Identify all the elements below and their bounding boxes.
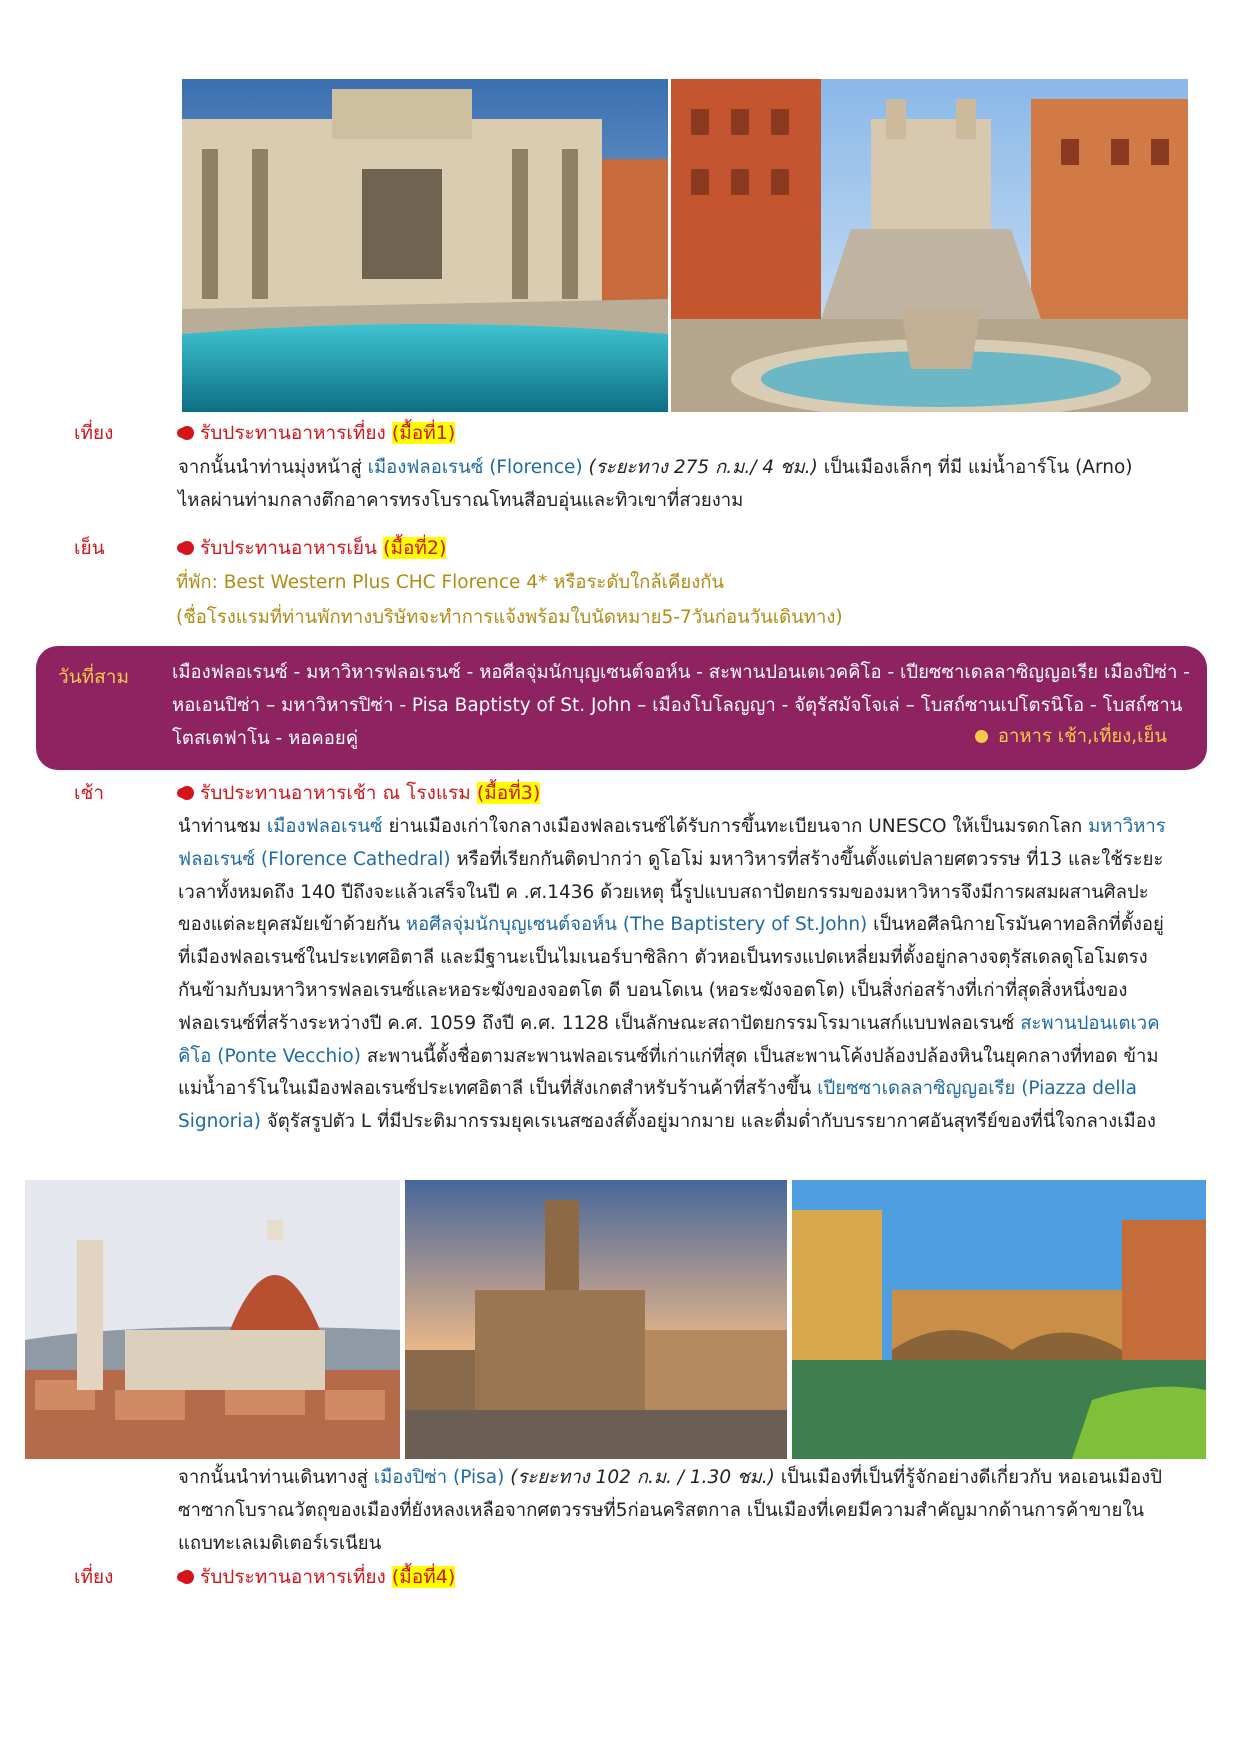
photo-palazzo-vecchio [405, 1180, 787, 1459]
place-pisa: เมืองปิซ่า (Pisa) [373, 1467, 505, 1488]
photo-ponte-vecchio [792, 1180, 1206, 1459]
meal-line-dinner [180, 533, 446, 563]
day-route: เมืองฟลอเรนซ์ - มหาวิหารฟลอเรนซ์ - หอศีลจุ่มนักบุญเซนต์จอห์น - สะพานปอนเตเวคคิโอ - เปียซซาเดลลาซิญญอเรีย เมืองปิซ่า - หอเอนปิซ่า – มหาวิหารปิซ่า - Pisa Baptisty of St. John – เมืองโบโลญญา - จัตุรัสมัจโจเล่ – โบสถ์ซานเปโตรนิโอ - โบสถ์ซานโตสเตฟาโน - หอคอยคู่ [172, 662, 1190, 749]
meal-text: รับประทานอาหารเที่ยง [200, 1566, 386, 1588]
dish-icon [180, 1570, 194, 1584]
text-run: เป็นเมืองเล็กๆ ที่มี แม่น้ำอาร์โน (Arno) ไหลผ่านท่ามกลางตึกอาคารทรงโบราณโทนสีอบอุ่นและทิวเขาที่สวยงาม [178, 457, 1133, 511]
day-meals [975, 722, 1167, 751]
text-run: ย่านเมืองเก่าใจกลางเมืองฟลอเรนซ์ได้รับการขึ้นทะเบียนจาก UNESCO ให้เป็นมรดกโลก [388, 816, 1083, 837]
text-run: เป็นเมืองที่เป็นที่รู้จักอย่างดีเกี่ยวกับ หอเอนเมืองปิซาซากโบราณวัตถุของเมืองที่ยังหลงเหลือจากศตวรรษที่5ก่อนคริสตกาล เป็นเมืองที่เคยมีความสำคัญมากด้านการค้าขายในแถบทะเลเมดิเตอร์เรเนียน [178, 1467, 1162, 1554]
place-florence-cathedral: มหาวิหารฟลอเรนซ์ (Florence Cathedral) [178, 816, 1166, 870]
distance-text: (ระยะทาง 275 ก.ม./ 4 ชม.) [588, 457, 818, 478]
time-label-lunch: เที่ยง [74, 422, 114, 444]
text-run: นำท่านชม [178, 816, 262, 837]
dish-icon [180, 786, 194, 800]
time-label-breakfast: เช้า [74, 782, 105, 804]
hotel-note: (ชื่อโรงแรมที่ท่านพักทางบริษัทจะทำการแจ้งพร้อมใบนัดหมาย5-7วันก่อนวันเดินทาง) [176, 607, 843, 628]
place-baptistery: หอศีลจุ่มนักบุญเซนต์จอห์น (The Baptistery of St.John) [405, 914, 868, 936]
text-run: จากนั้นนำท่านเดินทางสู่ [178, 1467, 368, 1488]
meal-number-highlight: (มื้อที่4) [391, 1566, 456, 1588]
paragraph-florence-sights [178, 811, 1168, 1139]
place-piazza-signoria: เปียซซาเดลลาซิญญอเรีย (Piazza della Signoria) [178, 1078, 1138, 1133]
text-run: จากนั้นนำท่านมุ่งหน้าสู่ [178, 457, 362, 478]
meal-text: รับประทานอาหารเย็น [200, 537, 378, 559]
meal-number-highlight: (มื้อที่2) [383, 537, 447, 559]
meal-text: รับประทานอาหารเที่ยง [200, 422, 386, 444]
place-florence: เมืองฟลอเรนซ์ [266, 816, 383, 837]
photo-florence-duomo [25, 1180, 400, 1459]
day-banner [36, 646, 1207, 770]
text-run: สะพานนี้ตั้งชื่อตามสะพานฟลอเรนซ์ที่เก่าแก่ที่สุด เป็นสะพานโค้งปล้องปล้องหินในยุคกลางที่ทอด ข้ามแม่น้ำอาร์โนในเมืองฟลอเรนซ์ประเทศอิตาลี เป็นที่สังเกตสำหรับร้านค้าที่สร้างขึ้น [178, 1045, 1159, 1100]
distance-text: (ระยะทาง 102 ก.ม. / 1.30 ชม.) [510, 1467, 775, 1488]
text-run: เป็นหอศีลนิกายโรมันคาทอลิกที่ตั้งอยู่ที่เมืองฟลอเรนซ์ในประเทศอิตาลี และมีฐานะเป็นไมเนอร์บาซิลิกา ตัวหอเป็นทรงแปดเหลี่ยมที่ตั้งอยู่กลางจตุรัสเดลดูโอโมตรงกันข้ามกับมหาวิหารฟลอเรนซ์และหอระฆังของจอตโต ดี บอนโดเน (หอระฆังจอตโต) เป็นสิ่งก่อสร้างที่เก่าที่สุดสิ่งหนึ่งของฟลอเรนซ์ที่สร้างระหว่างปี ค.ศ. 1059 ถึงปี ค.ศ. 1128 เป็นลักษณะสถาปัตยกรรมโรมาเนสก์แบบฟลอเรนซ์ [178, 914, 1164, 1034]
time-label-dinner: เย็น [74, 537, 105, 559]
meal-line-lunch-2 [180, 1562, 455, 1592]
day-label: วันที่สาม [58, 666, 129, 688]
hotel-line: ที่พัก: Best Western Plus CHC Florence 4* หรือระดับใกล้เคียงกัน [176, 572, 725, 593]
paragraph-florence [178, 452, 1168, 518]
paragraph-pisa [178, 1462, 1168, 1560]
dish-icon [975, 730, 988, 743]
text-run: หรือที่เรียกกันติดปากว่า ดูโอโม่ มหาวิหารที่สร้างขึ้นตั้งแต่ปลายศตวรรษ ที่13 และใช้ระยะเวลาทั้งหมดถึง 140 ปีถึงจะแล้วเสร็จในปี ค .ศ.1436 ด้วยเหตุ นี้รูปแบบสถาปัตยกรรมของมหาวิหารจึงมีการผสมผสานศิลปะของแต่ละยุคสมัยเข้าด้วยกัน [178, 848, 1164, 936]
text-run: จัตุรัสรูปตัว L ที่มีประติมากรรมยุคเรเนสซองส์ตั้งอยู่มากมาย และดื่มด่ำกับบรรยากาศอันสุทรีย์ของที่นี่ใจกลางเมือง [266, 1111, 1156, 1133]
dish-icon [180, 426, 194, 440]
dish-icon [180, 541, 194, 555]
day-meals-text: อาหาร เช้า,เที่ยง,เย็น [997, 726, 1167, 747]
place-ponte-vecchio: สะพานปอนเตเวคคิโอ (Ponte Vecchio) [178, 1012, 1160, 1067]
meal-text: รับประทานอาหารเช้า ณ โรงแรม [200, 782, 471, 804]
meal-number-highlight: (มื้อที่3) [476, 782, 541, 804]
place-florence: เมืองฟลอเรนซ์ (Florence) [367, 457, 583, 478]
photo-trevi-fountain [182, 79, 668, 412]
meal-number-highlight: (มื้อที่1) [391, 422, 456, 444]
time-label-lunch-2: เที่ยง [74, 1566, 114, 1588]
meal-line-breakfast [180, 778, 540, 808]
meal-line-lunch [180, 418, 455, 448]
photo-spanish-steps [671, 79, 1188, 412]
